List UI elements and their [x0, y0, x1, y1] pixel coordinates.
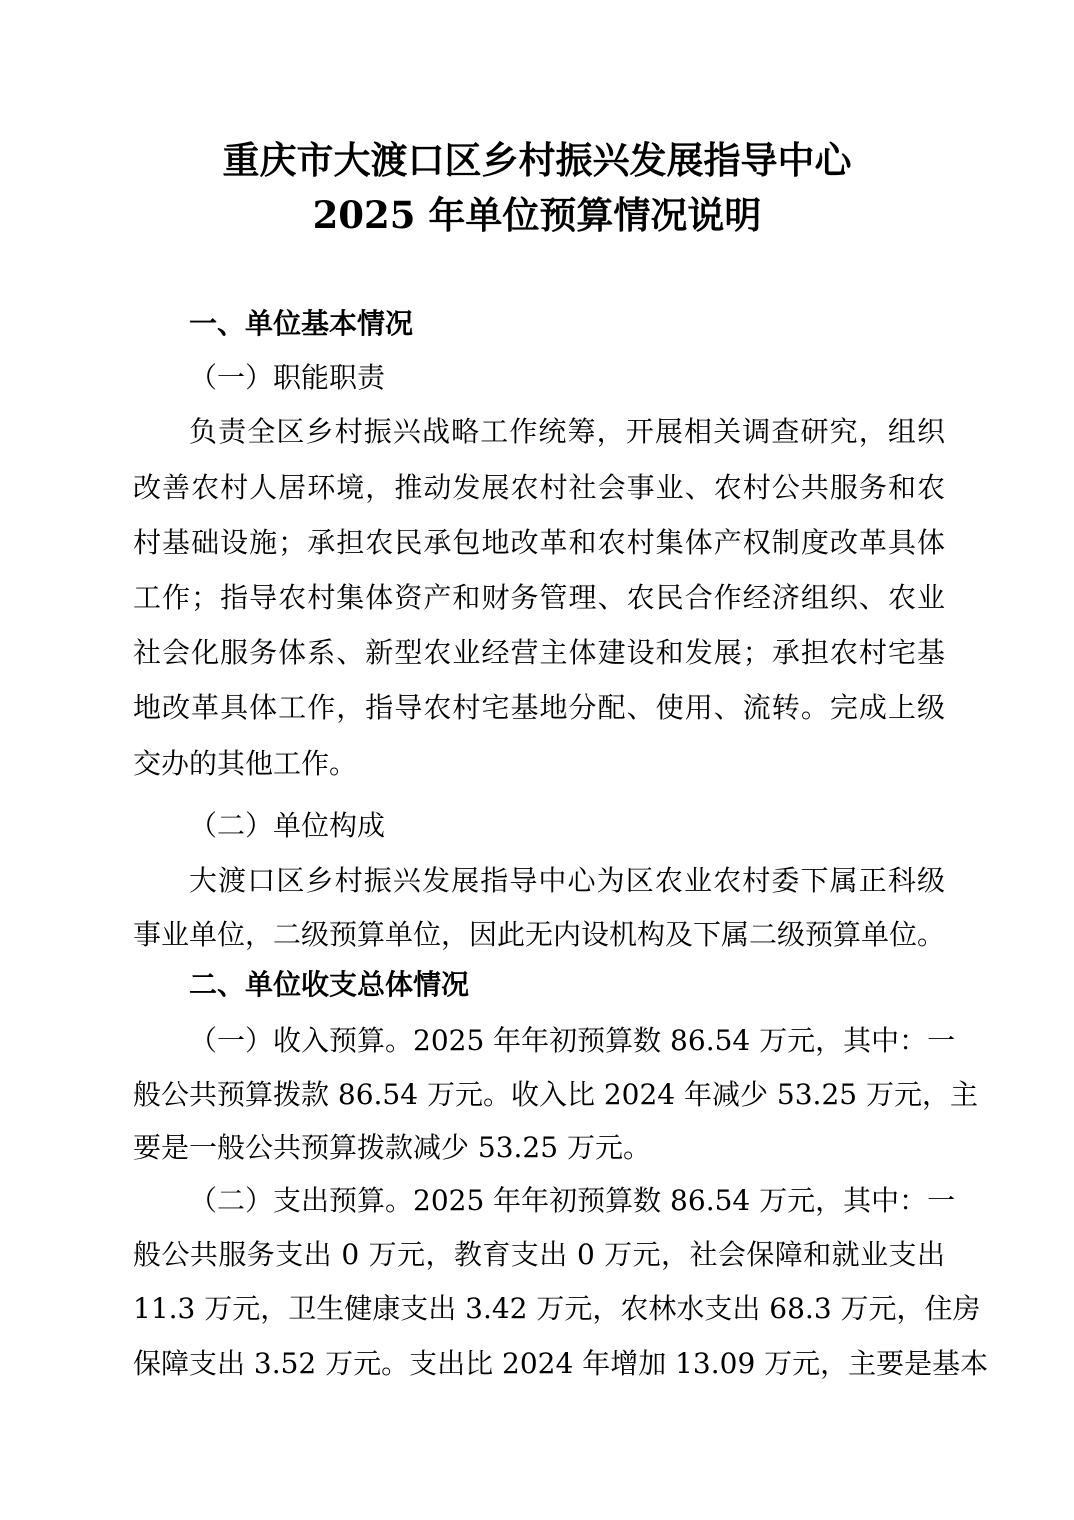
- document-title-line-2: 2025 年单位预算情况说明: [312, 193, 762, 237]
- structure-line: 事业单位，二级预算单位，因此无内设机构及下属二级预算单位。: [133, 918, 946, 951]
- income-line: （一）收入预算。2025 年年初预算数 86.54 万元，其中：一: [189, 1024, 956, 1057]
- duties-line: 工作；指导农村集体资产和财务管理、农民合作经济组织、农业: [133, 581, 945, 614]
- duties-line: 改善农村人居环境，推动发展农村社会事业、农村公共服务和农: [133, 471, 945, 504]
- income-line: 要是一般公共预算拨款减少 53.25 万元。: [133, 1131, 651, 1164]
- expense-line: 11.3 万元，卫生健康支出 3.42 万元，农林水支出 68.3 万元，住房: [133, 1292, 981, 1325]
- duties-line: 村基础设施；承担农民承包地改革和农村集体产权制度改革具体: [133, 526, 945, 559]
- duties-line: 负责全区乡村振兴战略工作统筹，开展相关调查研究，组织: [189, 415, 945, 448]
- duties-line: 地改革具体工作，指导农村宅基地分配、使用、流转。完成上级: [133, 691, 945, 724]
- expense-line: 保障支出 3.52 万元。支出比 2024 年增加 13.09 万元，主要是基本: [133, 1347, 989, 1380]
- section-2-heading: 二、单位收支总体情况: [189, 968, 470, 1001]
- structure-line: 大渡口区乡村振兴发展指导中心为区农业农村委下属正科级: [189, 864, 945, 897]
- duties-line: 交办的其他工作。: [133, 747, 358, 780]
- duties-line: 社会化服务体系、新型农业经营主体建设和发展；承担农村宅基: [133, 636, 945, 669]
- expense-line: （二）支出预算。2025 年年初预算数 86.54 万元，其中：一: [189, 1184, 956, 1217]
- document-title-line-1: 重庆市大渡口区乡村振兴发展指导中心: [222, 138, 852, 182]
- subsection-duties-heading: （一）职能职责: [189, 361, 386, 394]
- expense-line: 般公共服务支出 0 万元，教育支出 0 万元，社会保障和就业支出: [133, 1238, 945, 1271]
- section-1-heading: 一、单位基本情况: [189, 307, 414, 340]
- income-line: 般公共预算拨款 86.54 万元。收入比 2024 年减少 53.25 万元，主: [133, 1078, 978, 1111]
- subsection-structure-heading: （二）单位构成: [189, 809, 386, 842]
